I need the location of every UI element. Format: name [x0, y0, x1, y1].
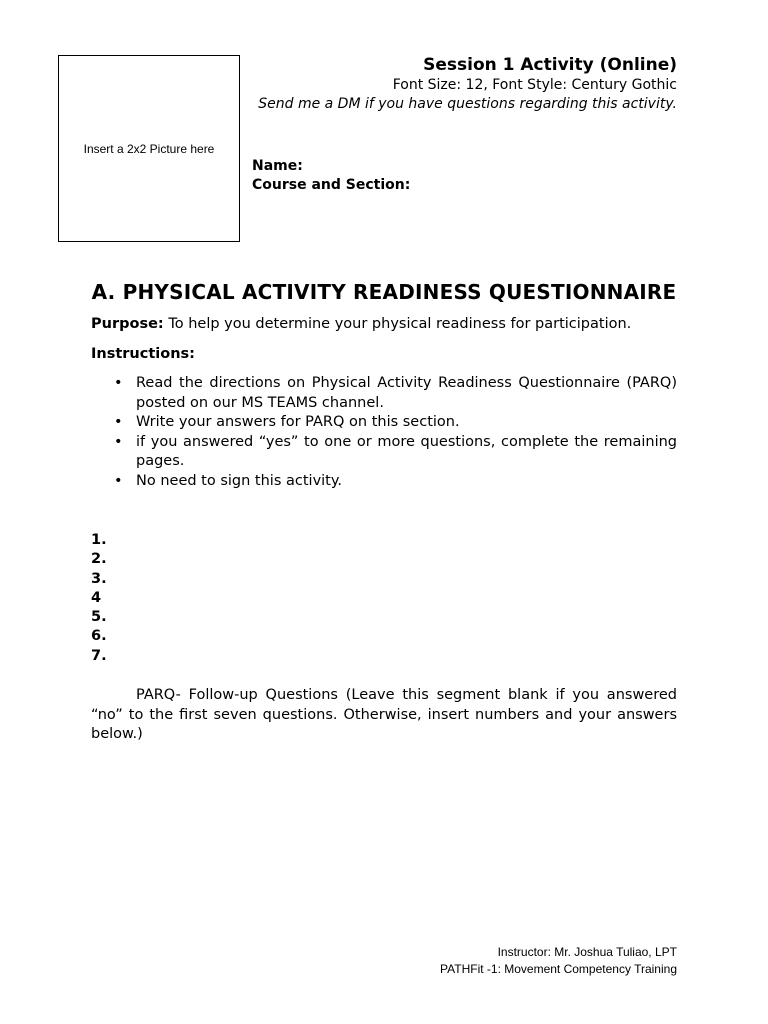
instructor-line: Instructor: Mr. Joshua Tuliao, LPT	[497, 945, 677, 959]
document-body	[91, 315, 677, 759]
instruction-item: • No need to sign this activity.	[136, 472, 677, 492]
student-info-fields	[252, 157, 410, 195]
instruction-list	[91, 374, 677, 491]
section-heading: A. PHYSICAL ACTIVITY READINESS QUESTIONNAIRE	[91, 280, 677, 304]
course-line: PATHFit -1: Movement Competency Training	[440, 962, 677, 976]
answer-number-list	[91, 531, 677, 666]
answer-number: 7.	[91, 647, 107, 664]
font-note: Font Size: 12, Font Style: Century Gothic	[392, 77, 677, 93]
instruction-item: • if you answered “yes” to one or more questions, complete the remaining pages.	[114, 433, 677, 469]
answer-number: 1.	[91, 532, 107, 548]
session-title: Session 1 Activity (Online)	[423, 55, 677, 75]
instruction-item: • Read the directions on Physical Activity Readiness Questionnaire (PARQ) posted on our MS TEAMS channel.	[114, 375, 677, 411]
answer-number: 6.	[91, 628, 107, 645]
instructions-label: Instructions:	[91, 345, 195, 362]
purpose-paragraph	[91, 315, 677, 335]
course-section-label: Course and Section:	[252, 177, 411, 193]
photo-placeholder-text: Insert a 2x2 Picture here	[83, 141, 215, 156]
document-footer	[440, 944, 677, 978]
answer-number: 3.	[91, 570, 107, 587]
photo-placeholder-box	[58, 55, 240, 242]
bullet-icon: •	[114, 414, 123, 430]
bullet-icon: •	[114, 433, 123, 450]
bullet-icon: •	[114, 472, 123, 489]
followup-paragraph: PARQ- Follow-up Questions (Leave this segment blank if you answered “no” to the first seven questions. Otherwise, insert numbers and your answers below.)	[91, 687, 677, 743]
purpose-label: Purpose:	[91, 316, 164, 332]
answer-number: 4	[91, 589, 102, 606]
name-label: Name:	[252, 158, 303, 174]
answer-number: 2.	[91, 551, 107, 568]
document-header	[258, 54, 677, 114]
answer-number: 5.	[91, 609, 107, 626]
bullet-icon: •	[114, 375, 123, 391]
purpose-text: To help you determine your physical readiness for participation.	[163, 316, 632, 332]
dm-note: Send me a DM if you have questions regarding this activity.	[258, 96, 677, 112]
instruction-item: • Write your answers for PARQ on this section.	[136, 413, 677, 433]
